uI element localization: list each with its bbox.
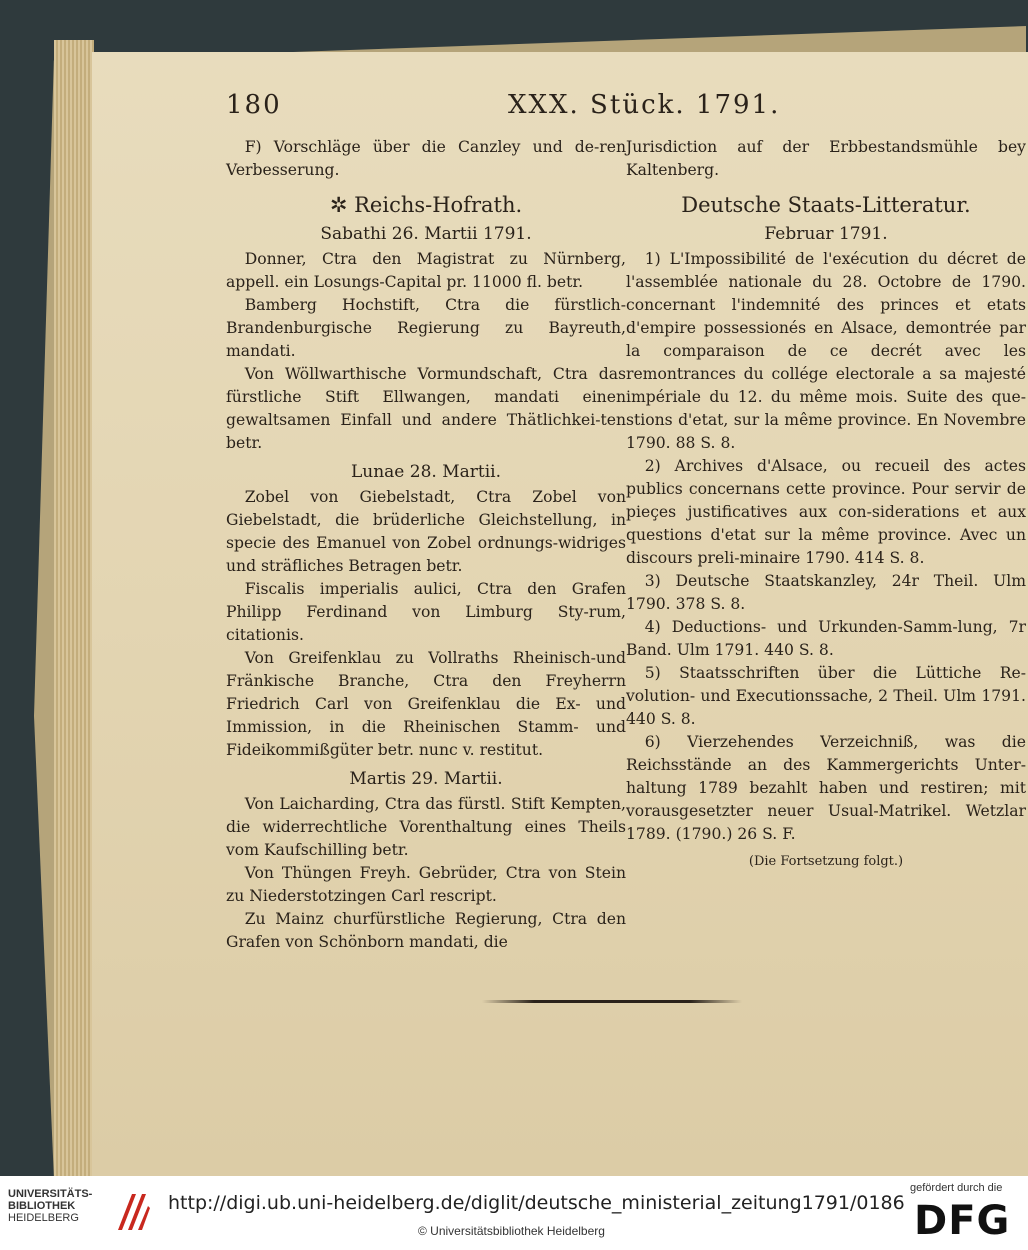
library-name-line1: UNIVERSITÄTS-	[8, 1188, 93, 1200]
entry: Zu Mainz churfürstliche Regierung, Ctra den Grafen von Schönborn mandati, die	[226, 910, 626, 951]
date-heading: Februar 1791.	[764, 224, 888, 244]
running-title: XXX. Stück. 1791.	[508, 90, 781, 120]
closing-rule	[482, 1000, 742, 1003]
library-logo[interactable]	[8, 1188, 158, 1238]
entry: Bamberg Hochstift, Ctra die fürstlich-Brandenburgische Regierung zu Bayreuth, mandati.	[226, 296, 626, 360]
entry: 1) L'Impossibilité de l'exécution du décret de l'assemblée nationale du 28. Octobre de 1790. concernant l'indemnité des princes et etats d'empire possessionés en Alsace, demontrée par la comparaison de ce decrét avec les remontrances du collége electorale a sa majesté impériale du 12. du même mois. Suite des que-stions d'etat, sur la même province. En Novembre 1790. 88 S. 8.	[626, 250, 1026, 452]
funding-caption: gefördert durch die	[910, 1182, 1003, 1194]
continuation-note: (Die Fortsetzung folgt.)	[748, 854, 904, 869]
section-heading: Deutsche Staats-Litteratur.	[681, 193, 971, 217]
page-edges	[54, 40, 94, 1176]
left-column	[226, 136, 626, 954]
entry: 5) Staatsschriften über die Lüttiche Re-volution- und Executionssache, 2 Theil. Ulm 1791. 440 S. 8.	[626, 664, 1026, 728]
footer-bar	[0, 1176, 1028, 1250]
entry: Fiscalis imperialis aulici, Ctra den Grafen Philipp Ferdinand von Limburg Sty-rum, citationis.	[226, 580, 626, 644]
right-column	[626, 136, 1026, 873]
library-name-line2: BIBLIOTHEK	[8, 1200, 76, 1212]
entry: 6) Vierzehendes Verzeichniß, was die Reichsstände an des Kammergerichts Unter-haltung 1789 bezahlt haben und restiren; mit vorausgesetzter neuer Usual-Matrikel. Wetzlar 1789. (1790.) 26 S. F.	[626, 733, 1026, 843]
entry: Von Greifenklau zu Vollraths Rheinisch-und Fränkische Branche, Ctra den Freyherrn Friedrich Carl von Greifenklau die Ex- und Immission, in die Rheinischen Stamm- und Fideikommißgüter betr. nunc v. restitut.	[226, 649, 626, 759]
page-number: 180	[226, 90, 282, 120]
entry: Von Thüngen Freyh. Gebrüder, Ctra von Stein zu Niederstotzingen Carl rescript.	[226, 864, 626, 905]
copyright: © Universitätsbibliothek Heidelberg	[418, 1224, 605, 1238]
library-mark-icon	[112, 1190, 152, 1234]
entry: 4) Deductions- und Urkunden-Samm-lung, 7r Band. Ulm 1791. 440 S. 8.	[626, 618, 1026, 659]
date-heading: Martis 29. Martii.	[349, 769, 503, 789]
entry: Von Laicharding, Ctra das fürstl. Stift Kempten, die widerrechtliche Vorenthaltung eines Theils vom Kaufschilling betr.	[226, 795, 626, 859]
paragraph: F) Vorschläge über die Canzley und de-ren Verbesserung.	[226, 138, 626, 179]
section-heading: ✲ Reichs-Hofrath.	[329, 193, 523, 217]
permalink[interactable]: http://digi.ub.uni-heidelberg.de/diglit/deutsche_ministerial_zeitung1791/0186	[168, 1192, 905, 1214]
entry: Donner, Ctra den Magistrat zu Nürnberg, appell. ein Losungs-Capital pr. 11000 fl. betr.	[226, 250, 626, 291]
library-name-line3: HEIDELBERG	[8, 1212, 79, 1224]
entry: Zobel von Giebelstadt, Ctra Zobel von Giebelstadt, die brüderliche Gleichstellung, in specie des Emanuel von Zobel ordnungs-widriges und sträfliches Betragen betr.	[226, 488, 626, 575]
paragraph: Jurisdiction auf der Erbbestandsmühle bey Kaltenberg.	[626, 138, 1026, 179]
entry: 3) Deutsche Staatskanzley, 24r Theil. Ulm 1790. 378 S. 8.	[626, 572, 1026, 613]
entry: Von Wöllwarthische Vormundschaft, Ctra das fürstliche Stift Ellwangen, mandati einen gewaltsamen Einfall und andere Thätlichkei-ten betr.	[226, 365, 626, 452]
date-heading: Lunae 28. Martii.	[350, 462, 501, 482]
book-page	[92, 52, 1028, 1176]
date-heading: Sabathi 26. Martii 1791.	[320, 224, 532, 244]
entry: 2) Archives d'Alsace, ou recueil des actes publics concernans cette province. Pour servir de pieçes justificatives aux con-siderations et aux questions d'etat sur la même province. Avec un discours preli-minaire 1790. 414 S. 8.	[626, 457, 1026, 567]
dfg-logo[interactable]: DFG	[914, 1198, 1011, 1244]
